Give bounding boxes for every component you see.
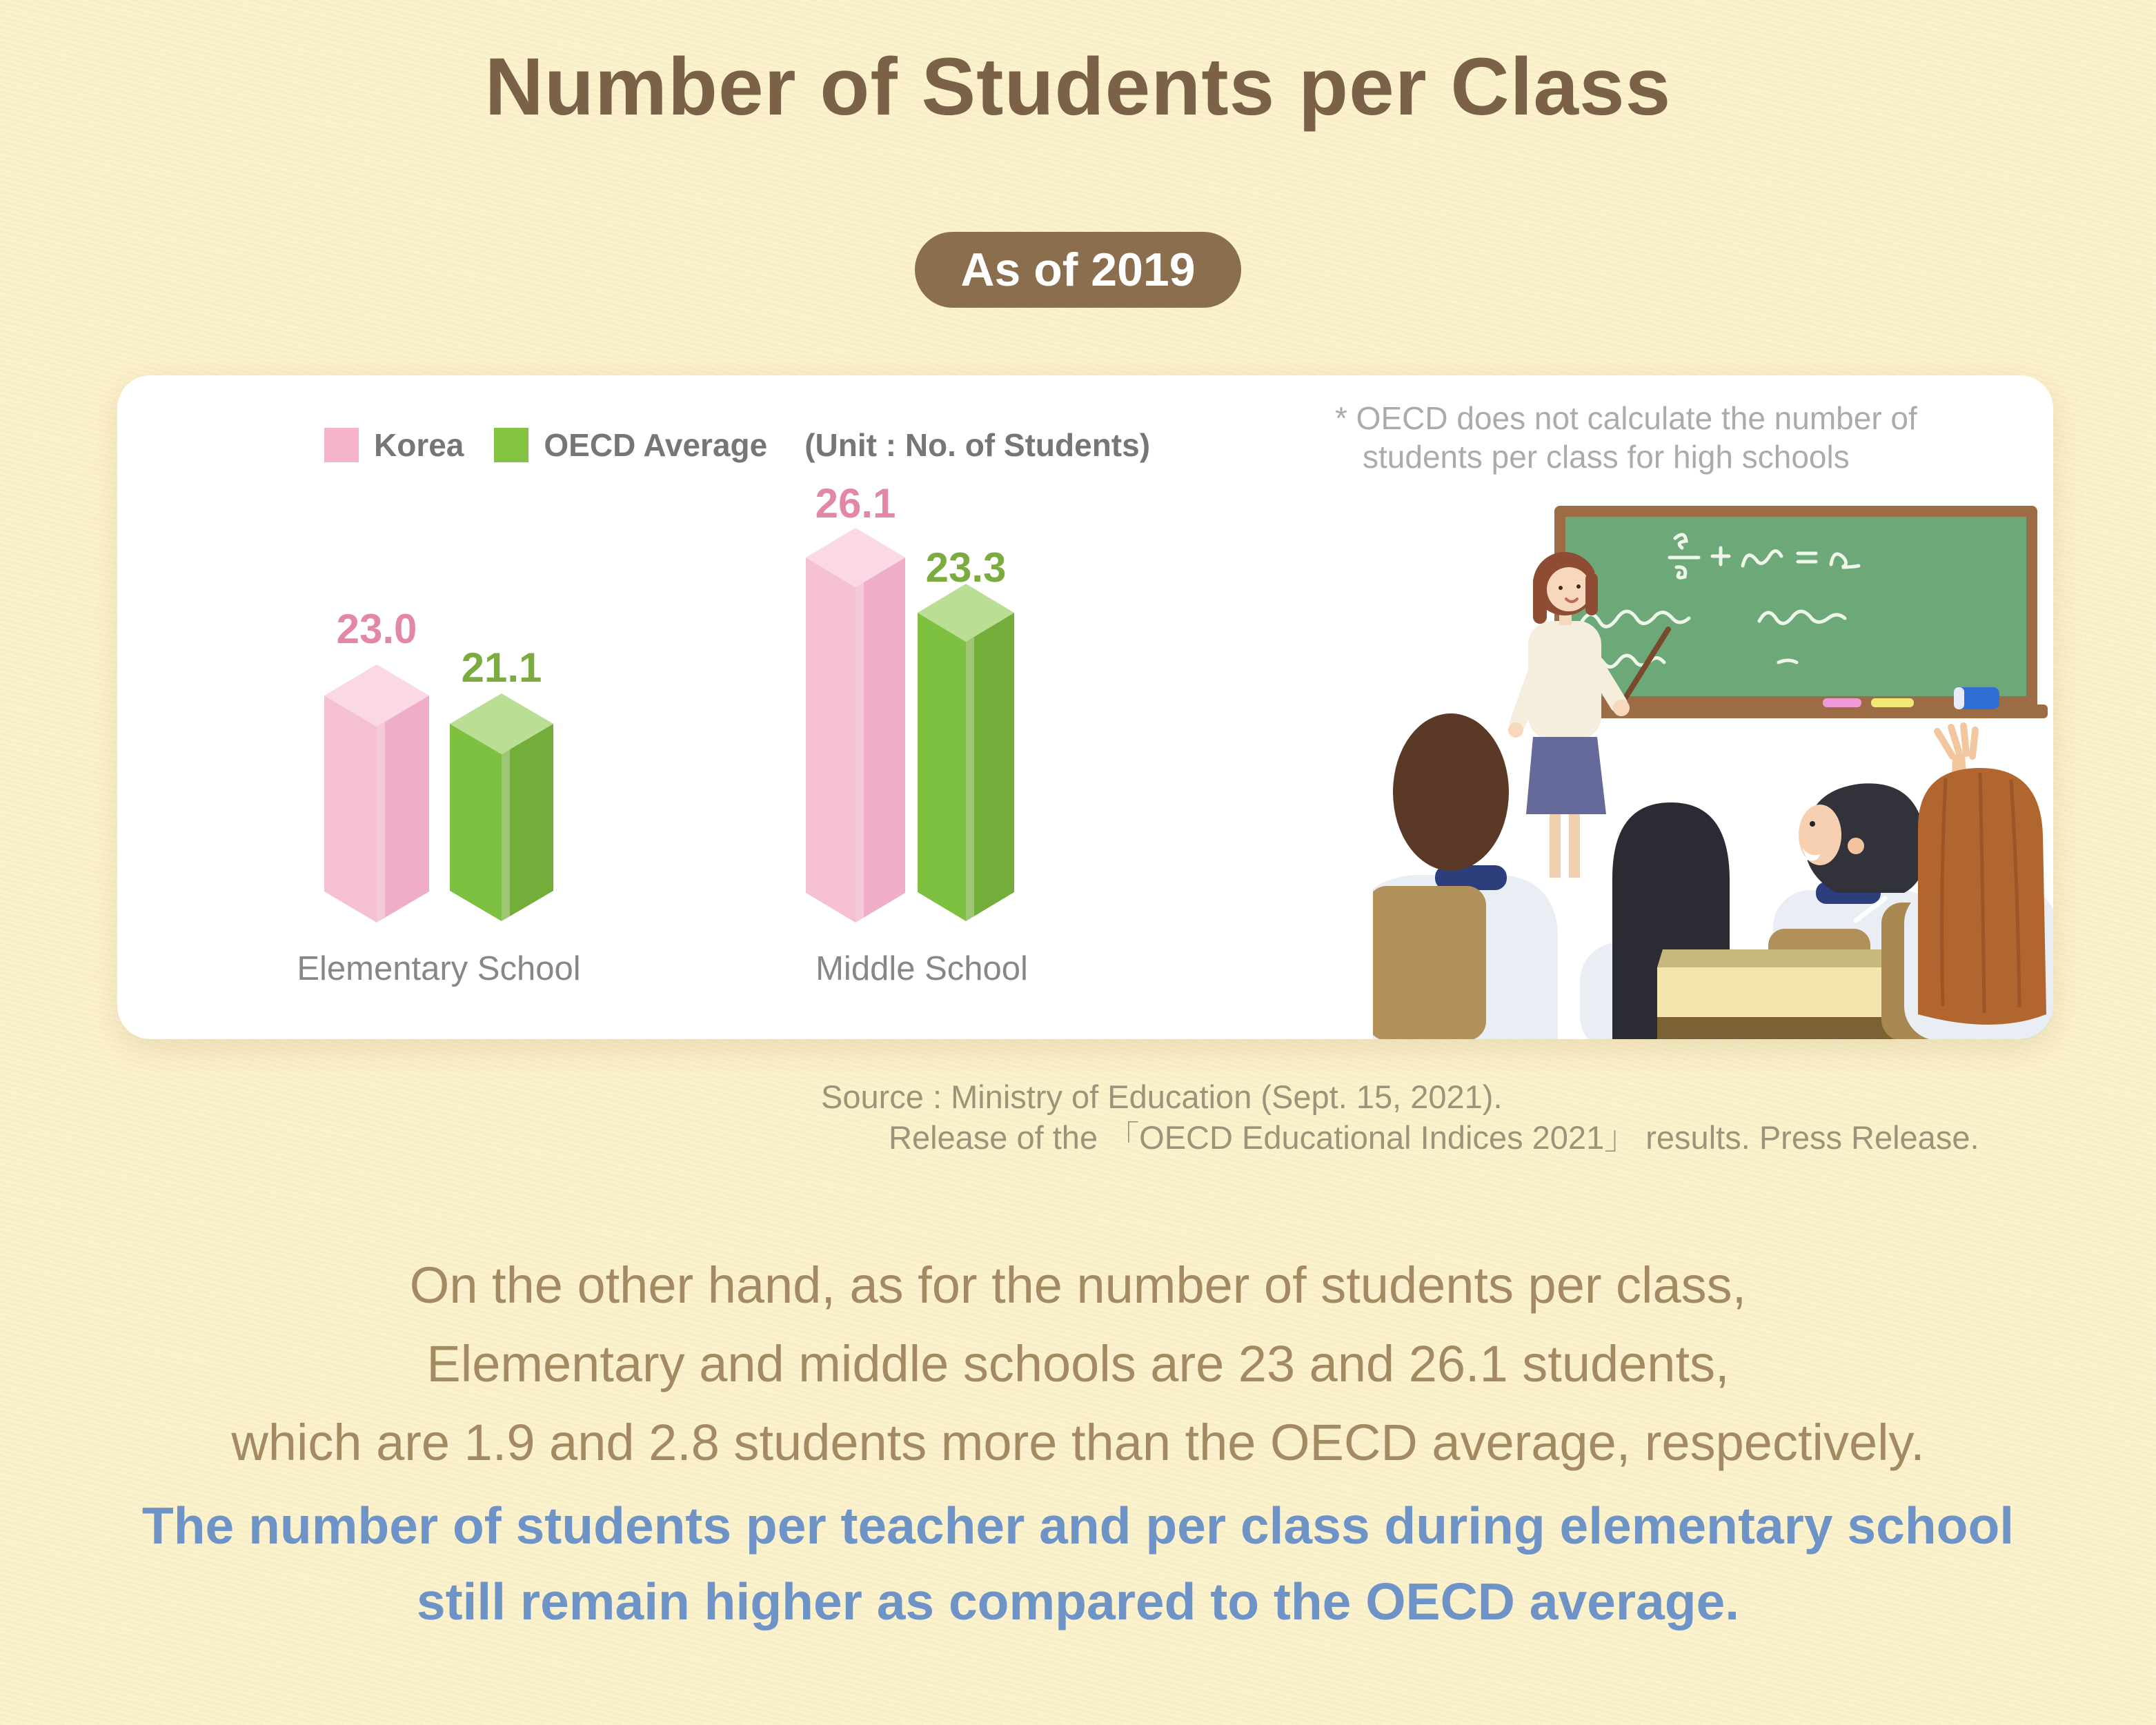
bar-elementary-korea — [324, 664, 429, 923]
value-label-middle-oecd: 23.3 — [925, 544, 1007, 591]
highlight-paragraph — [0, 1488, 2156, 1639]
legend-unit-note: (Unit : No. of Students) — [804, 427, 1151, 463]
chart-card — [117, 375, 2053, 1039]
bar-middle-oecd — [918, 584, 1014, 921]
legend-label-korea: Korea — [374, 427, 464, 463]
source-citation — [821, 1076, 1979, 1158]
chair-left — [1373, 886, 1486, 1039]
summary-line1: On the other hand, as for the number of students per class, — [409, 1256, 1747, 1314]
desk-front — [1657, 949, 1910, 1039]
chart-footnote — [1335, 399, 2053, 476]
as-of-year-badge: As of 2019 — [915, 232, 1240, 308]
chart-footnote-line1: * OECD does not calculate the number of — [1335, 400, 1917, 436]
summary-line2: Elementary and middle schools are 23 and 26.1 students, — [426, 1335, 1730, 1392]
badge-container — [0, 232, 2156, 308]
value-label-elementary-korea: 23.0 — [336, 606, 417, 652]
source-line1: Source : Ministry of Education (Sept. 15, 2021). — [821, 1078, 1503, 1115]
source-line2: Release of the 「OECD Educational Indices 2021」 results. Press Release. — [889, 1119, 1979, 1156]
legend-label-oecd: OECD Average — [544, 427, 768, 463]
classroom-illustration — [1373, 502, 2053, 1039]
summary-paragraph — [0, 1246, 2156, 1482]
highlight-line2: still remain higher as compared to the OECD average. — [416, 1573, 1740, 1630]
bar-elementary-oecd — [450, 693, 553, 921]
highlight-line1: The number of students per teacher and per class during elementary school — [141, 1497, 2015, 1555]
value-label-elementary-oecd: 21.1 — [461, 644, 542, 691]
summary-line3: which are 1.9 and 2.8 students more than the OECD average, respectively. — [231, 1414, 1925, 1471]
category-label-elementary: Elementary School — [297, 950, 581, 987]
bar-middle-korea — [806, 528, 905, 923]
chart-footnote-line2: students per class for high schools — [1363, 439, 1850, 475]
page-title: Number of Students per Class — [484, 41, 1672, 132]
chalkboard-icon — [1544, 506, 2048, 718]
category-label-middle: Middle School — [815, 950, 1028, 987]
value-label-middle-korea: 26.1 — [815, 480, 896, 526]
bar-chart — [207, 386, 1242, 1007]
